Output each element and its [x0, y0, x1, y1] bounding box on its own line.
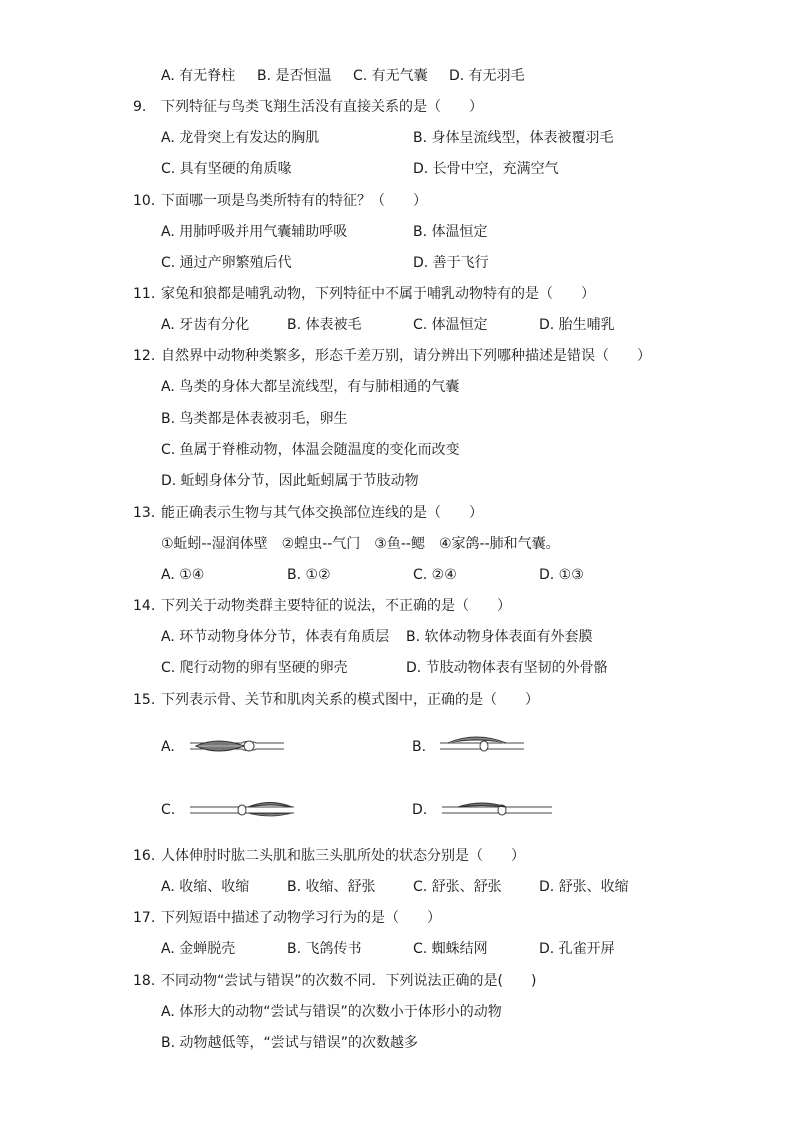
option-a: A. 鸟类的身体大都呈流线型，有与肺相通的气囊	[161, 379, 460, 395]
question-number: 17.	[133, 910, 156, 926]
figure-b-bone-muscle-diagram	[436, 731, 528, 761]
question-stem: 能正确表示生物与其气体交换部位连线的是（ ）	[161, 505, 483, 521]
option-a: A.	[161, 739, 175, 755]
option-b: B. 体温恒定	[413, 224, 488, 240]
option-b: B. 身体呈流线型，体表被覆羽毛	[413, 130, 614, 146]
question-number: 15.	[133, 692, 156, 708]
option-b: B. 动物越低等，“尝试与错误”的次数越多	[161, 1035, 419, 1051]
option-c: C. 蜘蛛结网	[413, 941, 488, 957]
question-stem: 下列短语中描述了动物学习行为的是（ ）	[161, 910, 441, 926]
q8-option-d: D. 有无羽毛	[449, 68, 525, 84]
option-a: A. 龙骨突上有发达的胸肌	[161, 130, 320, 146]
option-c: C. 通过产卵繁殖后代	[161, 255, 292, 271]
option-d: D. 舒张、收缩	[539, 879, 629, 895]
q8-option-a: A. 有无脊柱	[161, 68, 236, 84]
option-d: D. 善于飞行	[413, 255, 489, 271]
question-number: 9.	[133, 99, 147, 115]
option-a: A. 环节动物身体分节，体表有角质层	[161, 629, 390, 645]
option-b: B. ①②	[287, 567, 331, 583]
option-c: C. 体温恒定	[413, 317, 488, 333]
option-d: D. 节肢动物体表有坚韧的外骨骼	[406, 660, 608, 676]
question-stem: 下列特征与鸟类飞翔生活没有直接关系的是（ ）	[161, 99, 483, 115]
question-number: 18.	[133, 973, 156, 989]
option-b: B. 鸟类都是体表被羽毛，卵生	[161, 411, 348, 427]
figure-c-bone-muscle-diagram	[188, 795, 298, 825]
option-b: B. 软体动物身体表面有外套膜	[406, 629, 593, 645]
option-a: A. 用肺呼吸并用气囊辅助呼吸	[161, 224, 348, 240]
option-d: D. 胎生哺乳	[539, 317, 615, 333]
figure-d-bone-muscle-diagram	[440, 795, 554, 825]
option-d: D. 孔雀开屏	[539, 941, 615, 957]
option-c: C. ②④	[413, 567, 457, 583]
option-c: C.	[161, 802, 176, 818]
option-c: C. 鱼属于脊椎动物，体温会随温度的变化而改变	[161, 442, 460, 458]
option-a: A. ①④	[161, 567, 205, 583]
question-stem: 家兔和狼都是哺乳动物，下列特征中不属于哺乳动物特有的是（ ）	[161, 286, 595, 302]
option-c: C. 具有坚硬的角质喙	[161, 161, 292, 177]
option-a: A. 金蝉脱壳	[161, 941, 236, 957]
question-stem: 下面哪一项是鸟类所特有的特征？（ ）	[161, 193, 427, 209]
question-number: 16.	[133, 848, 156, 864]
option-b: B.	[412, 739, 427, 755]
option-c: C. 爬行动物的卵有坚硬的卵壳	[161, 660, 348, 676]
option-d: D.	[412, 802, 428, 818]
question-stem: 人体伸肘时肱二头肌和肱三头肌所处的状态分别是（ ）	[161, 848, 525, 864]
figure-a-bone-muscle-diagram	[188, 731, 288, 761]
question-number: 11.	[133, 286, 156, 302]
question-stem: 不同动物“尝试与错误”的次数不同．下列说法正确的是( )	[161, 973, 537, 989]
option-a: A. 收缩、收缩	[161, 879, 250, 895]
option-a: A. 牙齿有分化	[161, 317, 250, 333]
q8-option-b: B. 是否恒温	[257, 68, 332, 84]
option-d: D. ①③	[539, 567, 584, 583]
option-b: B. 体表被毛	[287, 317, 362, 333]
question-stem: 下列关于动物类群主要特征的说法，不正确的是（ ）	[161, 598, 511, 614]
q8-option-c: C. 有无气囊	[353, 68, 428, 84]
question-number: 10.	[133, 193, 156, 209]
option-a: A. 体形大的动物“尝试与错误”的次数小于体形小的动物	[161, 1004, 502, 1020]
question-subtext: ①蚯蚓--湿润体壁 ②蝗虫--气门 ③鱼--鳃 ④家鸽--肺和气囊。	[161, 536, 560, 552]
option-b: B. 收缩、舒张	[287, 879, 376, 895]
question-number: 13.	[133, 505, 156, 521]
question-number: 12.	[133, 348, 156, 364]
question-stem: 自然界中动物种类繁多，形态千差万别，请分辨出下列哪种描述是错误（ ）	[161, 348, 651, 364]
option-c: C. 舒张、舒张	[413, 879, 502, 895]
question-number: 14.	[133, 598, 156, 614]
question-stem: 下列表示骨、关节和肌肉关系的模式图中，正确的是（ ）	[161, 692, 539, 708]
option-d: D. 蚯蚓身体分节，因此蚯蚓属于节肢动物	[161, 473, 419, 489]
option-d: D. 长骨中空，充满空气	[413, 161, 559, 177]
option-b: B. 飞鸽传书	[287, 941, 362, 957]
